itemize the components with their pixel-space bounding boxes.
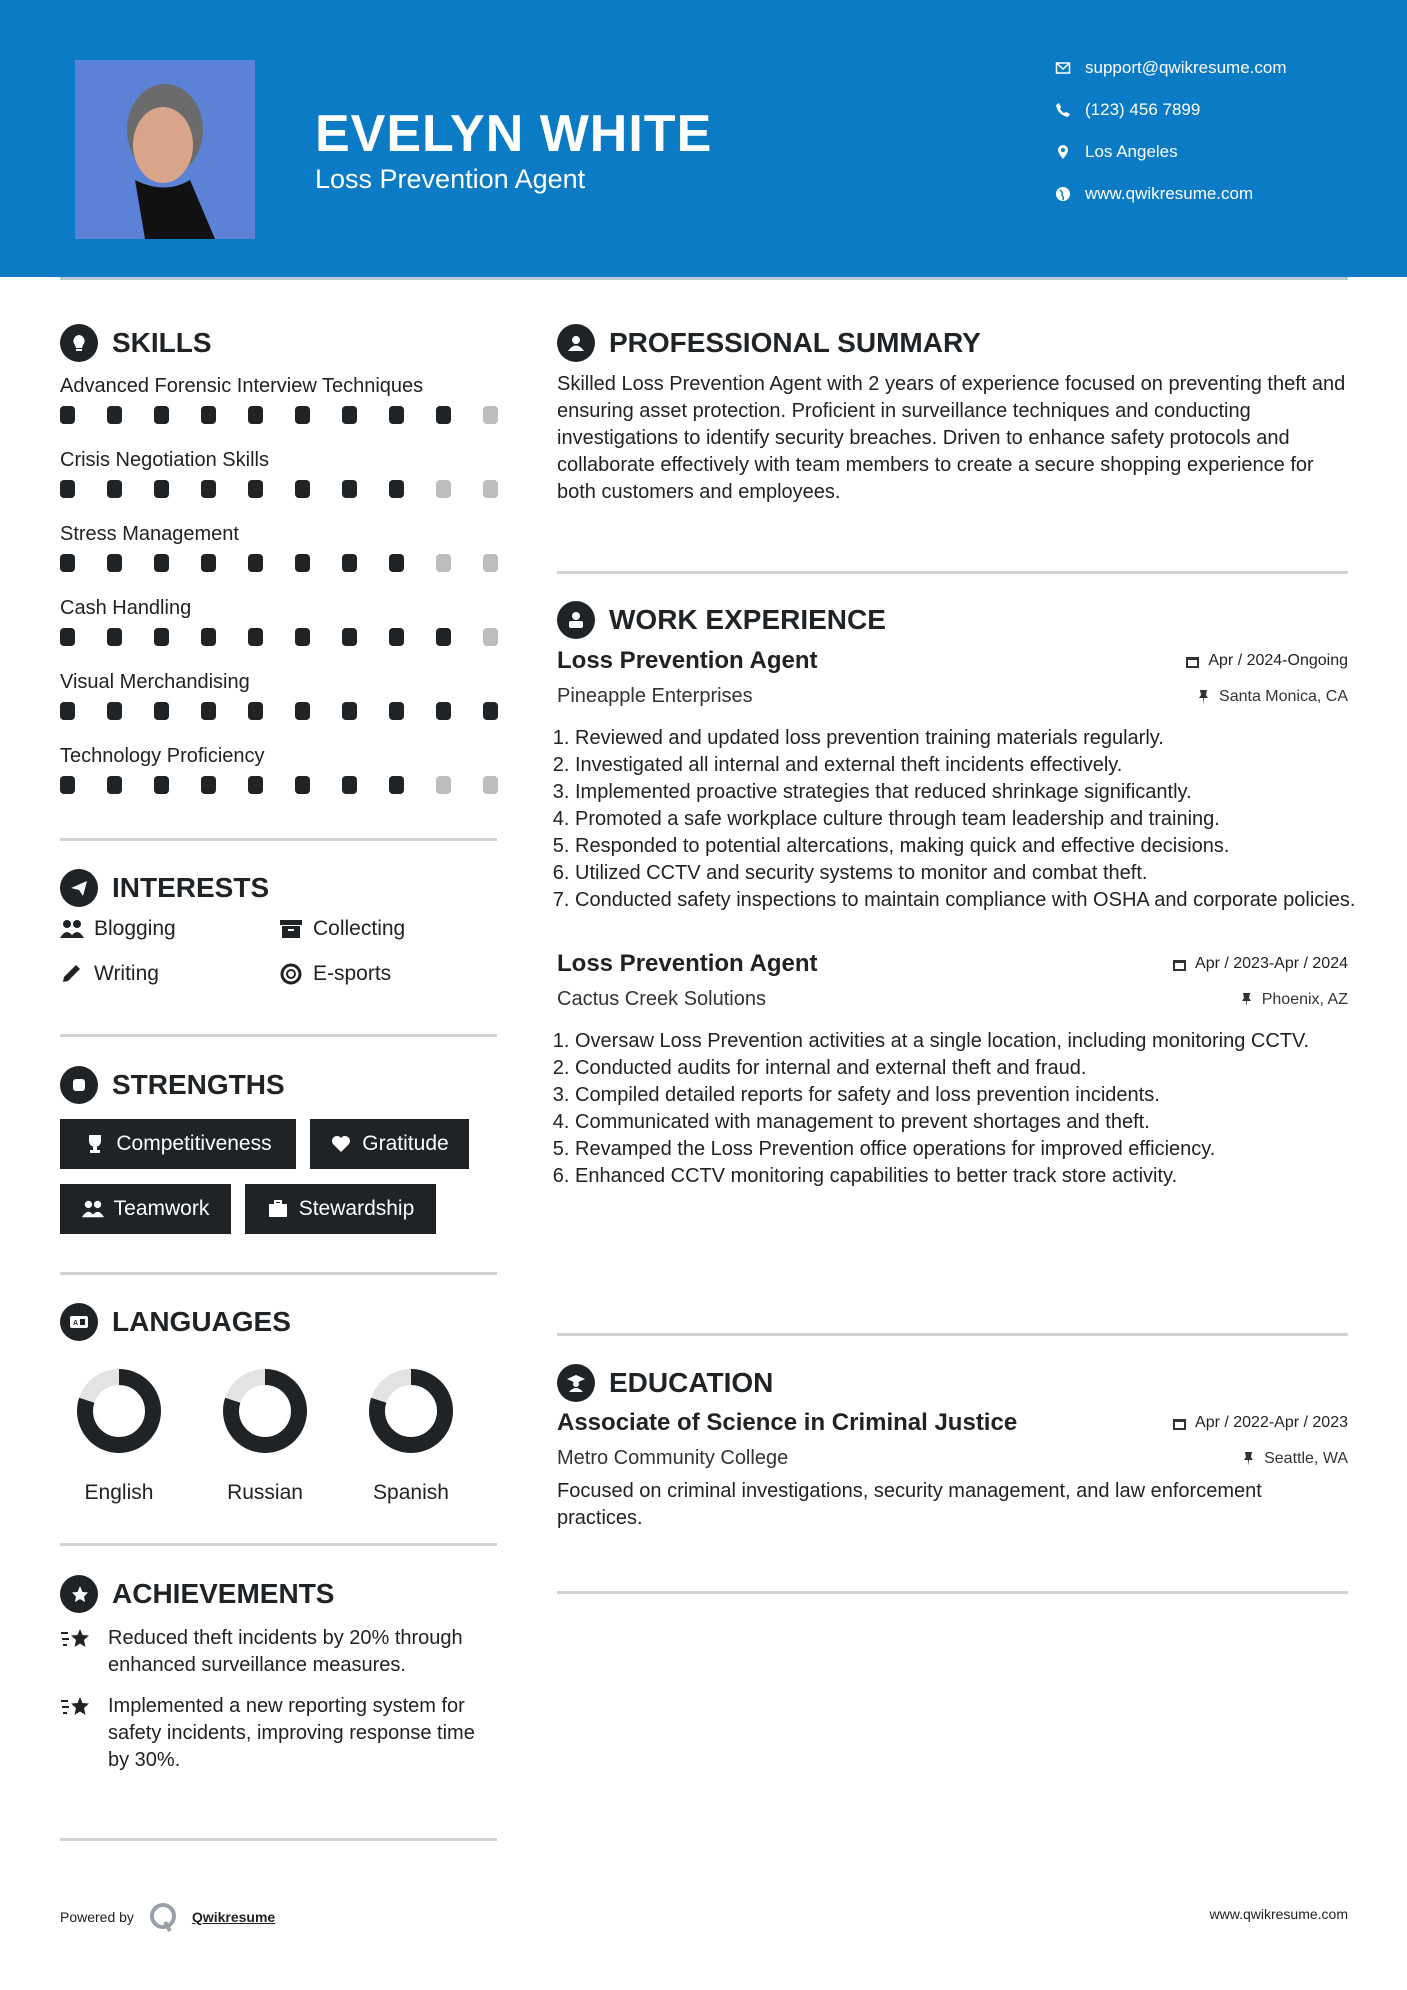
- rating-dot-filled: [389, 554, 404, 572]
- language-donut: [367, 1367, 455, 1455]
- rating-dot-filled: [107, 628, 122, 646]
- language-donut: [221, 1367, 309, 1455]
- rating-dot-filled: [436, 628, 451, 646]
- section-heading: STRENGTHS: [112, 1069, 285, 1100]
- skill-label: Stress Management: [60, 523, 239, 545]
- rating-dot-filled: [389, 702, 404, 720]
- job-bullet: 6. Enhanced CCTV monitoring capabilities to better track store activity.: [575, 1163, 1357, 1190]
- shooting-star-icon: [60, 1625, 92, 1653]
- pushpin-icon: [1196, 689, 1211, 704]
- skill-rating: [60, 474, 500, 520]
- rating-dot-empty: [436, 776, 451, 794]
- degree: Associate of Science in Criminal Justice: [557, 1409, 1018, 1436]
- rating-dot-filled: [60, 628, 75, 646]
- users-icon: [82, 1198, 104, 1220]
- briefcase-user-icon: [557, 601, 595, 639]
- skill-rating: [60, 770, 500, 816]
- job-bullet: 5. Revamped the Loss Prevention office operations for improved efficiency.: [575, 1136, 1357, 1163]
- section-heading: PROFESSIONAL SUMMARY: [609, 327, 981, 358]
- footer-url[interactable]: www.qwikresume.com: [1209, 1906, 1348, 1922]
- job-bullet: 5. Responded to potential altercations, making quick and effective decisions.: [575, 833, 1357, 860]
- rating-dot-empty: [483, 776, 498, 794]
- section-heading: LANGUAGES: [112, 1306, 291, 1337]
- paper-plane-icon: [60, 869, 98, 907]
- rating-dot-filled: [295, 628, 310, 646]
- job-location: Phoenix, AZ: [1261, 990, 1348, 1008]
- svg-text:A: A: [73, 1320, 79, 1327]
- skill-label: Advanced Forensic Interview Techniques: [60, 375, 424, 397]
- job-dates: Apr / 2024-Ongoing: [1208, 652, 1348, 669]
- profile-photo: [75, 60, 255, 239]
- divider: [60, 838, 497, 841]
- strength-tag: Competitiveness: [60, 1119, 296, 1169]
- rating-dot-filled: [107, 702, 122, 720]
- skill-label: Crisis Negotiation Skills: [60, 449, 269, 471]
- skill-label: Technology Proficiency: [60, 745, 265, 767]
- rating-dot-filled: [342, 406, 357, 424]
- contact-location: [1055, 142, 1178, 162]
- rating-dot-filled: [295, 406, 310, 424]
- contact-text: (123) 456 7899: [1085, 100, 1201, 119]
- rating-dot-filled: [342, 628, 357, 646]
- divider: [60, 1272, 497, 1275]
- summary-section: [557, 324, 1353, 506]
- rating-dot-empty: [483, 480, 498, 498]
- rating-dot-filled: [342, 776, 357, 794]
- languages-section: [60, 1303, 500, 1503]
- job-entry: [557, 950, 1357, 1190]
- strength-tag: Stewardship: [245, 1184, 436, 1234]
- rating-dot-filled: [60, 406, 75, 424]
- rating-dot-filled: [248, 406, 263, 424]
- education-section: [557, 1364, 1348, 1532]
- job-bullet: 1. Reviewed and updated loss prevention training materials regularly.: [575, 725, 1357, 752]
- rating-dot-filled: [436, 702, 451, 720]
- job-bullet: 6. Utilized CCTV and security systems to monitor and combat theft.: [575, 860, 1357, 887]
- strength-tag: Gratitude: [310, 1119, 469, 1169]
- rating-dot-filled: [389, 480, 404, 498]
- pushpin-icon: [1239, 992, 1254, 1007]
- company-name: Cactus Creek Solutions: [557, 988, 766, 1010]
- calendar-icon: [1172, 1416, 1187, 1431]
- rating-dot-filled: [295, 554, 310, 572]
- envelope-icon: [1055, 60, 1071, 76]
- rating-dot-filled: [107, 406, 122, 424]
- qwikresume-link[interactable]: Qwikresume: [191, 1909, 276, 1925]
- contact-text: Los Angeles: [1085, 142, 1178, 161]
- archive-box-icon: [279, 918, 303, 940]
- contact-email[interactable]: [1055, 58, 1287, 78]
- interest-item: E-sports: [279, 962, 391, 986]
- language-label: English: [84, 1481, 154, 1504]
- rating-dot-filled: [154, 554, 169, 572]
- map-pin-icon: [1055, 144, 1071, 160]
- rating-dot-filled: [248, 480, 263, 498]
- skill-rating: [60, 548, 500, 594]
- achievement-text: Reduced theft incidents by 20% through enhanced surveillance measures.: [108, 1627, 463, 1676]
- contact-website[interactable]: [1055, 184, 1253, 204]
- rating-dot-filled: [60, 776, 75, 794]
- skills-section: [60, 324, 500, 816]
- rating-dot-filled: [483, 702, 498, 720]
- skill-rating: [60, 622, 500, 668]
- powered-by-label: Powered by: [60, 1909, 134, 1925]
- rating-dot-filled: [342, 480, 357, 498]
- divider: [557, 571, 1348, 574]
- rating-dot-filled: [295, 776, 310, 794]
- footer-powered-by: [60, 1902, 275, 1932]
- rating-dot-empty: [483, 554, 498, 572]
- calendar-icon: [1172, 957, 1187, 972]
- graduate-icon: [557, 1364, 595, 1402]
- contact-phone[interactable]: [1055, 100, 1200, 120]
- language-label: Russian: [227, 1481, 303, 1504]
- interest-item: Writing: [60, 962, 159, 986]
- section-heading: INTERESTS: [112, 872, 270, 903]
- user-icon: [557, 324, 595, 362]
- globe-icon: [1055, 186, 1071, 202]
- rating-dot-filled: [389, 628, 404, 646]
- rating-dot-filled: [201, 628, 216, 646]
- rating-dot-filled: [60, 554, 75, 572]
- qwikresume-logo-icon: [148, 1902, 178, 1932]
- pushpin-icon: [1241, 1451, 1256, 1466]
- rating-dot-filled: [248, 628, 263, 646]
- star-icon: [60, 1575, 98, 1613]
- rating-dot-filled: [389, 406, 404, 424]
- school: Metro Community College: [557, 1447, 789, 1469]
- pencil-icon: [60, 963, 84, 985]
- rating-dot-filled: [342, 702, 357, 720]
- divider: [60, 277, 1348, 280]
- rating-dot-filled: [154, 776, 169, 794]
- rating-dot-filled: [107, 776, 122, 794]
- skill-rating: [60, 696, 500, 742]
- job-bullet: 2. Conducted audits for internal and external theft and fraud.: [575, 1055, 1357, 1082]
- achievement-item: [60, 1625, 480, 1679]
- users-icon: [60, 918, 84, 940]
- language-icon: [60, 1303, 98, 1341]
- rating-dot-filled: [295, 702, 310, 720]
- rating-dot-filled: [154, 406, 169, 424]
- rating-dot-filled: [201, 480, 216, 498]
- contact-text: www.qwikresume.com: [1085, 184, 1254, 203]
- candidate-name: EVELYN WHITE: [315, 105, 713, 163]
- job-location: Santa Monica, CA: [1219, 687, 1348, 705]
- section-heading: SKILLS: [112, 327, 212, 358]
- skill-label: Visual Merchandising: [60, 671, 250, 693]
- education-description: Focused on criminal investigations, security management, and law enforcement practices.: [557, 1480, 1262, 1529]
- divider: [60, 1838, 497, 1841]
- section-heading: WORK EXPERIENCE: [609, 604, 886, 635]
- experience-section: [557, 601, 1357, 1190]
- achievement-item: [60, 1693, 480, 1774]
- phone-icon: [1055, 102, 1071, 118]
- rating-dot-filled: [154, 480, 169, 498]
- education-location: Seattle, WA: [1264, 1449, 1348, 1467]
- job-bullet: 4. Communicated with management to prevent shortages and theft.: [575, 1109, 1357, 1136]
- rating-dot-empty: [436, 480, 451, 498]
- job-bullet: 2. Investigated all internal and external theft incidents effectively.: [575, 752, 1357, 779]
- language-item: [64, 1367, 174, 1505]
- rating-dot-filled: [389, 776, 404, 794]
- calendar-icon: [1185, 654, 1200, 669]
- job-bullet: 4. Promoted a safe workplace culture through team leadership and training.: [575, 806, 1357, 833]
- job-bullet: 7. Conducted safety inspections to maintain compliance with OSHA and corporate policies.: [575, 887, 1357, 914]
- rating-dot-filled: [107, 480, 122, 498]
- trophy-icon: [84, 1133, 106, 1155]
- divider: [60, 1543, 497, 1546]
- life-ring-icon: [279, 963, 303, 985]
- education-dates: Apr / 2022-Apr / 2023: [1195, 1414, 1348, 1431]
- job-title: Loss Prevention Agent: [557, 950, 818, 977]
- interest-item: Collecting: [279, 917, 405, 941]
- summary-text: Skilled Loss Prevention Agent with 2 years of experience focused on preventing theft and ensuring asset protection. Proficient in surveillance techniques and conducting investigations to identify security breaches. Driven to enhance safety protocols and collaborate effectively with team members to create a secure shopping experience for both customers and employees.: [557, 373, 1346, 503]
- job-bullet: 3. Compiled detailed reports for safety and loss prevention incidents.: [575, 1082, 1357, 1109]
- rating-dot-filled: [201, 554, 216, 572]
- skill-label: Cash Handling: [60, 597, 192, 619]
- strengths-section: [60, 1066, 500, 1246]
- rating-dot-filled: [248, 776, 263, 794]
- rating-dot-filled: [154, 628, 169, 646]
- shooting-star-icon: [60, 1693, 92, 1721]
- rating-dot-filled: [201, 702, 216, 720]
- job-bullet: 3. Implemented proactive strategies that reduced shrinkage significantly.: [575, 779, 1357, 806]
- fist-icon: [60, 1066, 98, 1104]
- rating-dot-filled: [248, 554, 263, 572]
- resume-header: [0, 0, 1407, 277]
- skill-rating: [60, 400, 500, 446]
- rating-dot-filled: [295, 480, 310, 498]
- divider: [557, 1591, 1348, 1594]
- job-bullets: [557, 725, 1357, 914]
- job-title: Loss Prevention Agent: [557, 647, 818, 674]
- language-item: [210, 1367, 320, 1505]
- rating-dot-filled: [436, 406, 451, 424]
- section-heading: ACHIEVEMENTS: [112, 1578, 335, 1609]
- lightbulb-icon: [60, 324, 98, 362]
- rating-dot-filled: [60, 702, 75, 720]
- achievements-section: [60, 1575, 500, 1788]
- section-heading: EDUCATION: [609, 1367, 774, 1398]
- heart-icon: [330, 1133, 352, 1155]
- contact-text: support@qwikresume.com: [1085, 58, 1287, 77]
- language-label: Spanish: [373, 1481, 449, 1504]
- rating-dot-filled: [201, 406, 216, 424]
- rating-dot-filled: [342, 554, 357, 572]
- job-dates: Apr / 2023-Apr / 2024: [1195, 955, 1348, 972]
- strength-tag: Teamwork: [60, 1184, 231, 1234]
- job-bullet: 1. Oversaw Loss Prevention activities at a single location, including monitoring CCTV.: [575, 1028, 1357, 1055]
- interests-section: [60, 869, 500, 1009]
- rating-dot-empty: [483, 406, 498, 424]
- rating-dot-filled: [154, 702, 169, 720]
- job-entry: [557, 647, 1357, 914]
- interest-item: Blogging: [60, 917, 176, 941]
- rating-dot-filled: [248, 702, 263, 720]
- divider: [60, 1034, 497, 1037]
- job-bullets: [557, 1028, 1357, 1190]
- rating-dot-filled: [60, 480, 75, 498]
- rating-dot-filled: [201, 776, 216, 794]
- achievement-text: Implemented a new reporting system for safety incidents, improving response time by 30%.: [108, 1695, 475, 1771]
- rating-dot-empty: [436, 554, 451, 572]
- rating-dot-filled: [107, 554, 122, 572]
- candidate-title: Loss Prevention Agent: [315, 164, 586, 194]
- rating-dot-empty: [483, 628, 498, 646]
- divider: [557, 1333, 1348, 1336]
- language-donut: [75, 1367, 163, 1455]
- company-name: Pineapple Enterprises: [557, 685, 753, 707]
- briefcase-icon: [267, 1198, 289, 1220]
- language-item: [356, 1367, 466, 1505]
